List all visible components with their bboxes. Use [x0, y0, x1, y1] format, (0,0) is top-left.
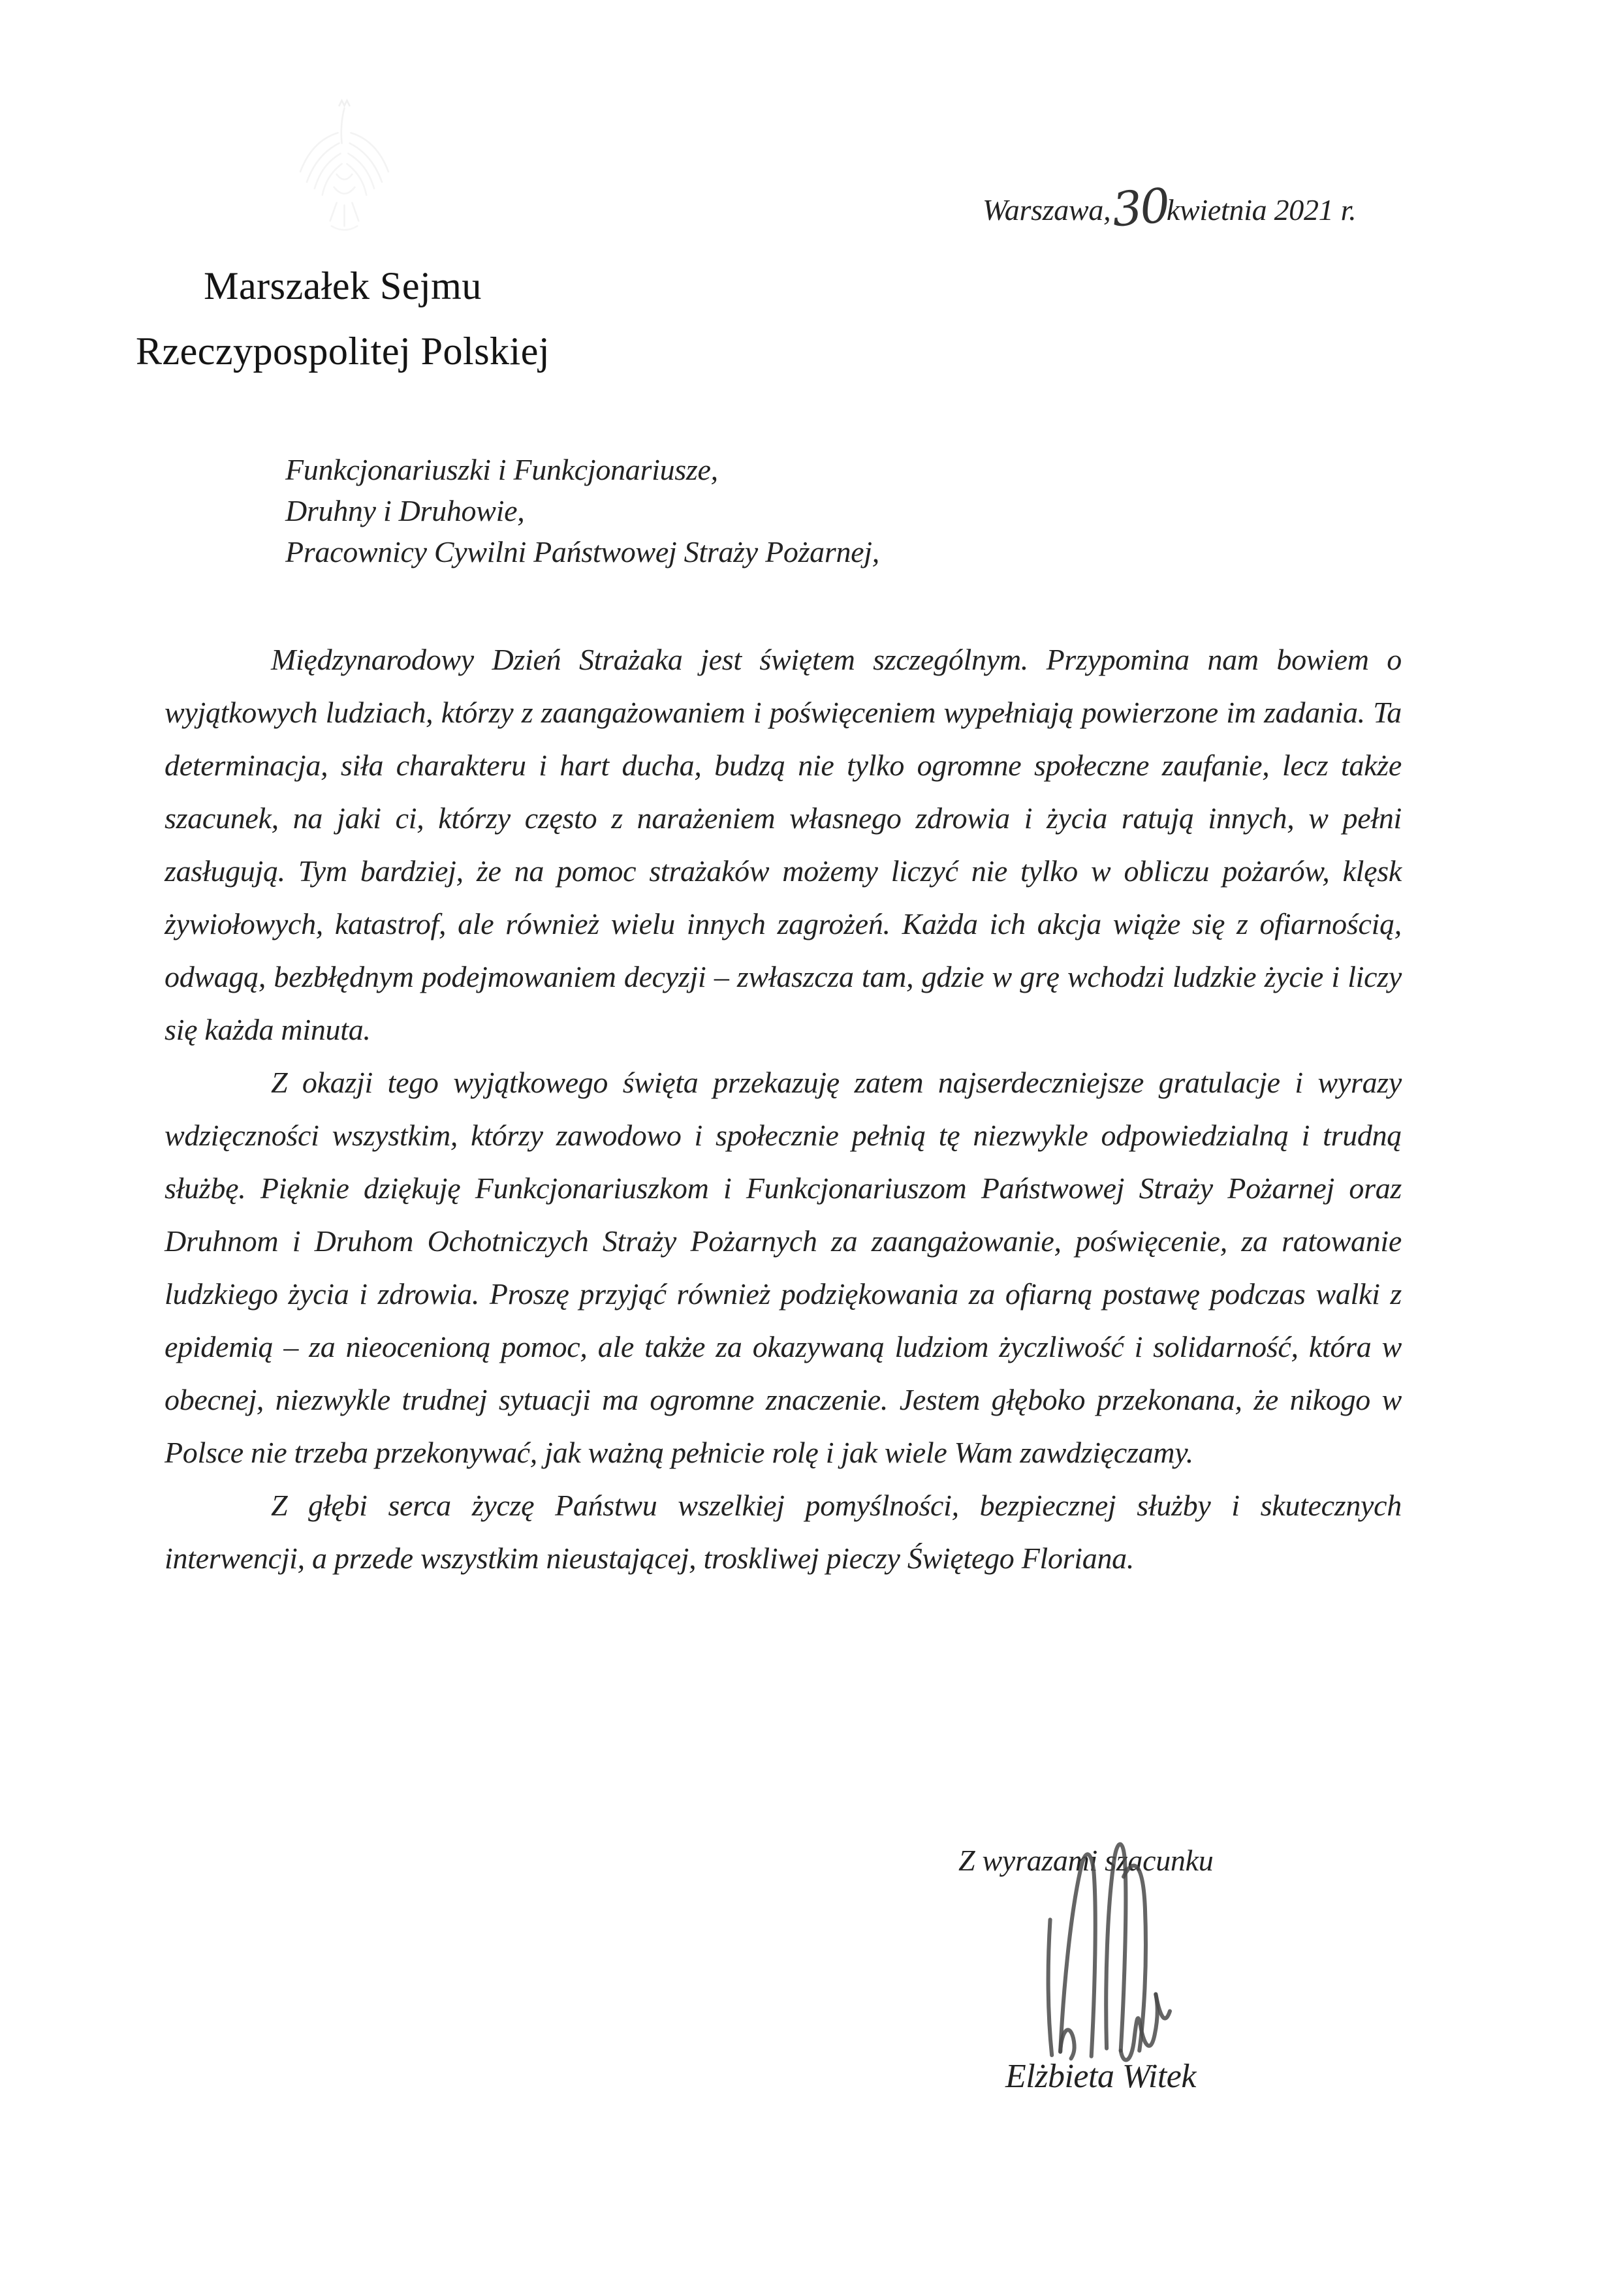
date-rest: kwietnia 2021 r. [1166, 193, 1357, 226]
date-city: Warszawa, [983, 193, 1111, 226]
sender-title-block [98, 253, 588, 384]
letter-body [165, 633, 1402, 1585]
signatory-name: Elżbieta Witek [1005, 2058, 1196, 2095]
date-line [983, 178, 1479, 238]
handwritten-signature-icon [1016, 1825, 1206, 2068]
body-paragraph-2: Z okazji tego wyjątkowego święta przekazuję zatem najserdeczniejsze gratulacje i wyrazy wdzięczności wszystkim, którzy zawodowo i społecznie pełnią tę niezwykle odpowiedzialną i trudną służbę. Pięknie dziękuję Funkcjonariuszkom i Funkcjonariuszom Państwowej Straży Pożarnej oraz Druhnom i Druhom Ochotniczych Straży Pożarnych za zaangażowanie, poświęcenie, za ratowanie ludzkiego życia i zdrowia. Proszę przyjąć również podziękowania za ofiarną postawę podczas walki z epidemią – za nieocenioną pomoc, ale także za okazywaną ludziom życzliwość i solidarność, która w obecnej, niezwykle trudnej sytuacji ma ogromne znaczenie. Jestem głęboko przekonana, że nikogo w Polsce nie trzeba przekonywać, jak ważną pełnicie rolę i jak wiele Wam zawdzięczamy. [165, 1066, 1402, 1469]
sender-title-line1: Marszałek Sejmu [204, 264, 482, 307]
salutation-line-3: Pracownicy Cywilni Państwowej Straży Pożarnej, [285, 535, 879, 568]
body-paragraph-3: Z głębi serca życzę Państwu wszelkiej pomyślności, bezpiecznej służby i skutecznych interwencji, a przede wszystkim nieustającej, troskliwej pieczy Świętego Floriana. [165, 1489, 1402, 1575]
salutation-block [285, 449, 1265, 572]
polish-eagle-watermark-icon [277, 97, 411, 252]
body-paragraph-1: Międzynarodowy Dzień Strażaka jest świętem szczególnym. Przypomina nam bowiem o wyjątkowych ludziach, którzy z zaangażowaniem i poświęceniem wypełniają powierzone im zadania. Ta determinacja, siła charakteru i hart ducha, budzą nie tylko ogromne społeczne zaufanie, lecz także szacunek, na jaki ci, którzy często z narażeniem własnego zdrowia i życia ratują innych, w pełni zasługują. Tym bardziej, że na pomoc strażaków możemy liczyć nie tylko w obliczu pożarów, klęsk żywiołowych, katastrof, ale również wielu innych zagrożeń. Każda ich akcja wiąże się z ofiarnością, odwagą, bezbłędnym podejmowaniem decyzji – zwłaszcza tam, gdzie w grę wchodzi ludzkie życie i liczy się każda minuta. [165, 643, 1402, 1046]
date-day-handwritten: 30 [1110, 178, 1171, 238]
sender-title-line2: Rzeczypospolitej Polskiej [135, 330, 550, 373]
valediction: Z wyrazami szacunku [958, 1844, 1214, 1877]
salutation-line-1: Funkcjonariuszki i Funkcjonariusze, [285, 453, 718, 486]
salutation-line-2: Druhny i Druhowie, [285, 494, 525, 527]
